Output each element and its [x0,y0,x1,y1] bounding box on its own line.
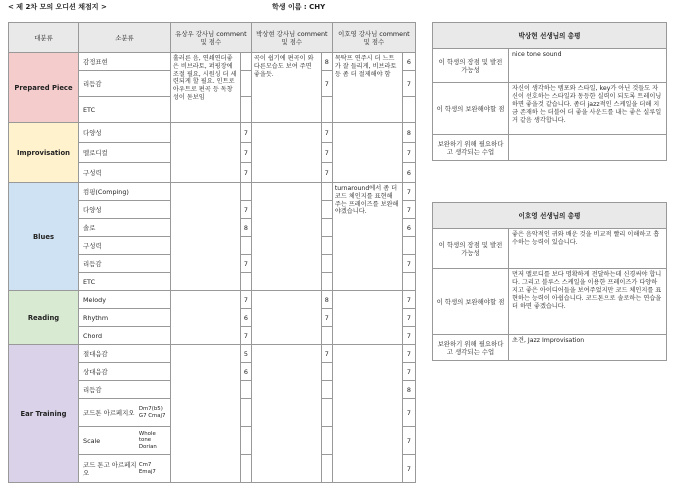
category-cell: Blues [9,183,79,291]
score-teacher-3: 7 [402,345,415,363]
comment-teacher-3: 목탁프 연주시 더 느트가 잘 들리게, 비브라토등 좀 더 절제해야 함 [332,53,402,123]
subcategory-cell: 상대음감 [79,363,171,381]
score-teacher-3: 7 [402,183,415,201]
score-teacher-2: 7 [321,123,332,143]
feedback-label: 보완하기 위해 필요하다고 생각되는 수업 [433,135,509,161]
score-teacher-3 [402,237,415,255]
comment-teacher-2 [251,291,321,345]
category-cell: Prepared Piece [9,53,79,123]
score-teacher-2 [321,273,332,291]
feedback-row [433,229,667,269]
score-teacher-2: 8 [321,291,332,309]
subcategory-cell: 멜로디컬 [79,143,171,163]
subcategory-cell: 리듬감 [79,381,171,399]
comment-teacher-1 [170,345,240,483]
subcategory-notes: Whole tone Dorian [138,430,157,450]
feedback-label: 이 학생의 보완해야할 점 [433,269,509,335]
score-teacher-2 [321,219,332,237]
score-teacher-1 [240,273,251,291]
subcategory-cell: Melody [79,291,171,309]
subcategory-label: 코드톤 아르페지오 [83,408,135,417]
score-teacher-2 [321,183,332,201]
score-teacher-3: 6 [402,53,415,71]
subcategory-cell [79,399,171,427]
score-teacher-1: 8 [240,219,251,237]
score-teacher-2: 7 [321,309,332,327]
comment-teacher-1 [170,183,240,291]
score-teacher-3 [402,273,415,291]
feedback-label: 보완하기 위해 필요하다고 생각되는 수업 [433,335,509,361]
subcategory-cell: 구성력 [79,237,171,255]
score-teacher-1 [240,381,251,399]
score-teacher-3: 7 [402,255,415,273]
subcategory-cell: 리듬감 [79,255,171,273]
score-teacher-2 [321,399,332,427]
subcategory-cell: 다양성 [79,201,171,219]
score-teacher-3: 7 [402,143,415,163]
score-teacher-2: 7 [321,163,332,183]
score-teacher-1 [240,183,251,201]
grade-table [8,22,416,483]
score-teacher-1: 6 [240,309,251,327]
score-teacher-1 [240,237,251,255]
subcategory-label: 코드 톤고 아르페지오 [83,460,137,477]
sheet-title: < 제 2차 모의 오디션 채점지 > [8,3,107,11]
score-teacher-2 [321,427,332,455]
table-row [9,123,416,143]
score-teacher-2 [321,201,332,219]
subcategory-cell: 컴핑(Comping) [79,183,171,201]
subcategory-cell: ETC [79,273,171,291]
feedback-label: 이 학생의 장점 및 발전 가능성 [433,49,509,83]
subcategory-notes: Cm7 Emaj7 [138,462,156,475]
category-cell: Ear Training [9,345,79,483]
subcategory-cell: 감정표현 [79,53,171,71]
feedback-value: 자신이 생각하는 템포와 스타일, key가 아닌 것들도 자신이 선호하는 스타일과 동등한 실력이 되도록 트레이닝하면 좋을것 같습니다. 좀더 jazz적인 스케일을 더해 지금 존재하 는 더블어 더 좋을 사운드를 내는 좋은 실루일거 같음 생각합니다. [509,83,667,135]
subcategory-label: Scale [83,436,101,445]
subcategory-cell: ETC [79,97,171,123]
subcategory-cell [79,427,171,455]
score-teacher-3: 7 [402,363,415,381]
score-teacher-3: 7 [402,327,415,345]
feedback-row [433,49,667,83]
feedback-value: 초견, Jazz Improvisation [509,335,667,361]
feedback-label: 이 학생의 장점 및 발전 가능성 [433,229,509,269]
score-teacher-1: 7 [240,291,251,309]
feedback-row [433,269,667,335]
score-teacher-3: 7 [402,291,415,309]
score-teacher-2 [321,327,332,345]
comment-teacher-3 [332,291,402,345]
score-teacher-1 [240,427,251,455]
feedback-table-1 [432,22,667,161]
score-teacher-2 [321,455,332,483]
score-teacher-3: 6 [402,163,415,183]
comment-teacher-1 [170,291,240,345]
score-teacher-3: 7 [402,309,415,327]
score-teacher-1: 5 [240,345,251,363]
feedback-row [433,335,667,361]
score-teacher-1: 7 [240,143,251,163]
score-teacher-1: 6 [240,363,251,381]
score-teacher-3: 7 [402,201,415,219]
table-row [9,183,416,201]
score-teacher-3: 8 [402,123,415,143]
score-teacher-2 [321,363,332,381]
score-teacher-1: 7 [240,123,251,143]
score-teacher-1: 7 [240,163,251,183]
subcategory-cell: Chord [79,327,171,345]
feedback-value: 좋은 음악적인 귀와 배운 것을 비교적 빨리 이해하고 흡수하는 능력이 있습니다. [509,229,667,269]
header-teacher-3: 이호영 강사님 comment 및 점수 [332,23,415,53]
subcategory-cell: Rhythm [79,309,171,327]
table-row [9,345,416,363]
score-teacher-2: 8 [321,53,332,71]
score-teacher-2: 7 [321,71,332,97]
score-teacher-3: 7 [402,427,415,455]
score-teacher-3: 7 [402,399,415,427]
feedback-row [433,135,667,161]
score-teacher-2: 7 [321,143,332,163]
feedback-value [509,135,667,161]
comment-teacher-2 [251,183,321,291]
comment-teacher-3 [332,345,402,483]
score-teacher-1: 7 [240,255,251,273]
score-teacher-3: 8 [402,381,415,399]
feedback-title: 박상현 선생님의 총평 [433,23,667,49]
feedback-title: 이호영 선생님의 총평 [433,203,667,229]
feedback-table-2 [432,202,667,361]
score-teacher-2 [321,381,332,399]
comment-teacher-2: 곡이 쉽기에 편곡이 와 다른모습도 보여 주면 좋을듯. [251,53,321,123]
score-teacher-2 [321,255,332,273]
score-teacher-2 [321,97,332,123]
category-cell: Improvisation [9,123,79,183]
comment-teacher-3 [332,123,402,183]
score-teacher-1 [240,53,251,71]
category-cell: Reading [9,291,79,345]
subcategory-cell: 리듬감 [79,71,171,97]
comment-teacher-3: turnaround에서 좀 더 코드 체인지를 표현해 주는 프레이즈를 보완해야겠습니다. [332,183,402,291]
score-teacher-2 [321,237,332,255]
feedback-label: 이 학생의 보완해야할 점 [433,83,509,135]
score-teacher-3: 7 [402,455,415,483]
score-teacher-3 [402,97,415,123]
score-teacher-1 [240,97,251,123]
header-category: 대분류 [9,23,79,53]
header-subcategory: 소분류 [79,23,171,53]
subcategory-cell: 솔로 [79,219,171,237]
comment-teacher-2 [251,345,321,483]
score-teacher-1 [240,455,251,483]
score-teacher-1: 7 [240,201,251,219]
comment-teacher-1: 훌러른 음, 연쇄연더좋은 비브라토, 퍼핑장에조절 필요, 시원싱 더 세련되게 할 필요. 인트로아우트로 편곡 등 독창성이 돋보임 [170,53,240,123]
score-teacher-3: 6 [402,219,415,237]
feedback-value: nice tone sound [509,49,667,83]
comment-teacher-1 [170,123,240,183]
comment-teacher-2 [251,123,321,183]
feedback-row [433,83,667,135]
subcategory-cell: 다양성 [79,123,171,143]
subcategory-notes: Dm7(b5) G7 Cmaj7 [138,406,166,419]
score-teacher-1 [240,71,251,97]
table-row [9,291,416,309]
subcategory-cell [79,455,171,483]
score-teacher-2: 7 [321,345,332,363]
subcategory-cell: 절대음감 [79,345,171,363]
header-teacher-1: 유상우 강사님 comment 및 점수 [170,23,251,53]
header-teacher-2: 박상현 강사님 comment 및 점수 [251,23,332,53]
feedback-value: 먼저 멜로디를 보다 명확하게 전달하는데 신경써야 합니다. 그리고 블루스 스케일을 이용한 프레이즈가 다양하지고 좋은 아이디어들을 보여주었지만 코드 체인지를 표현하는 능력이 아쉽습니다. 코드톤으로 솔로하는 연습을 더 하면 좋겠습니다. [509,269,667,335]
score-teacher-1 [240,399,251,427]
table-row [9,53,416,71]
score-teacher-1: 7 [240,327,251,345]
subcategory-cell: 구성력 [79,163,171,183]
score-teacher-3: 7 [402,71,415,97]
student-name: 학생 이름 : CHY [272,3,326,11]
